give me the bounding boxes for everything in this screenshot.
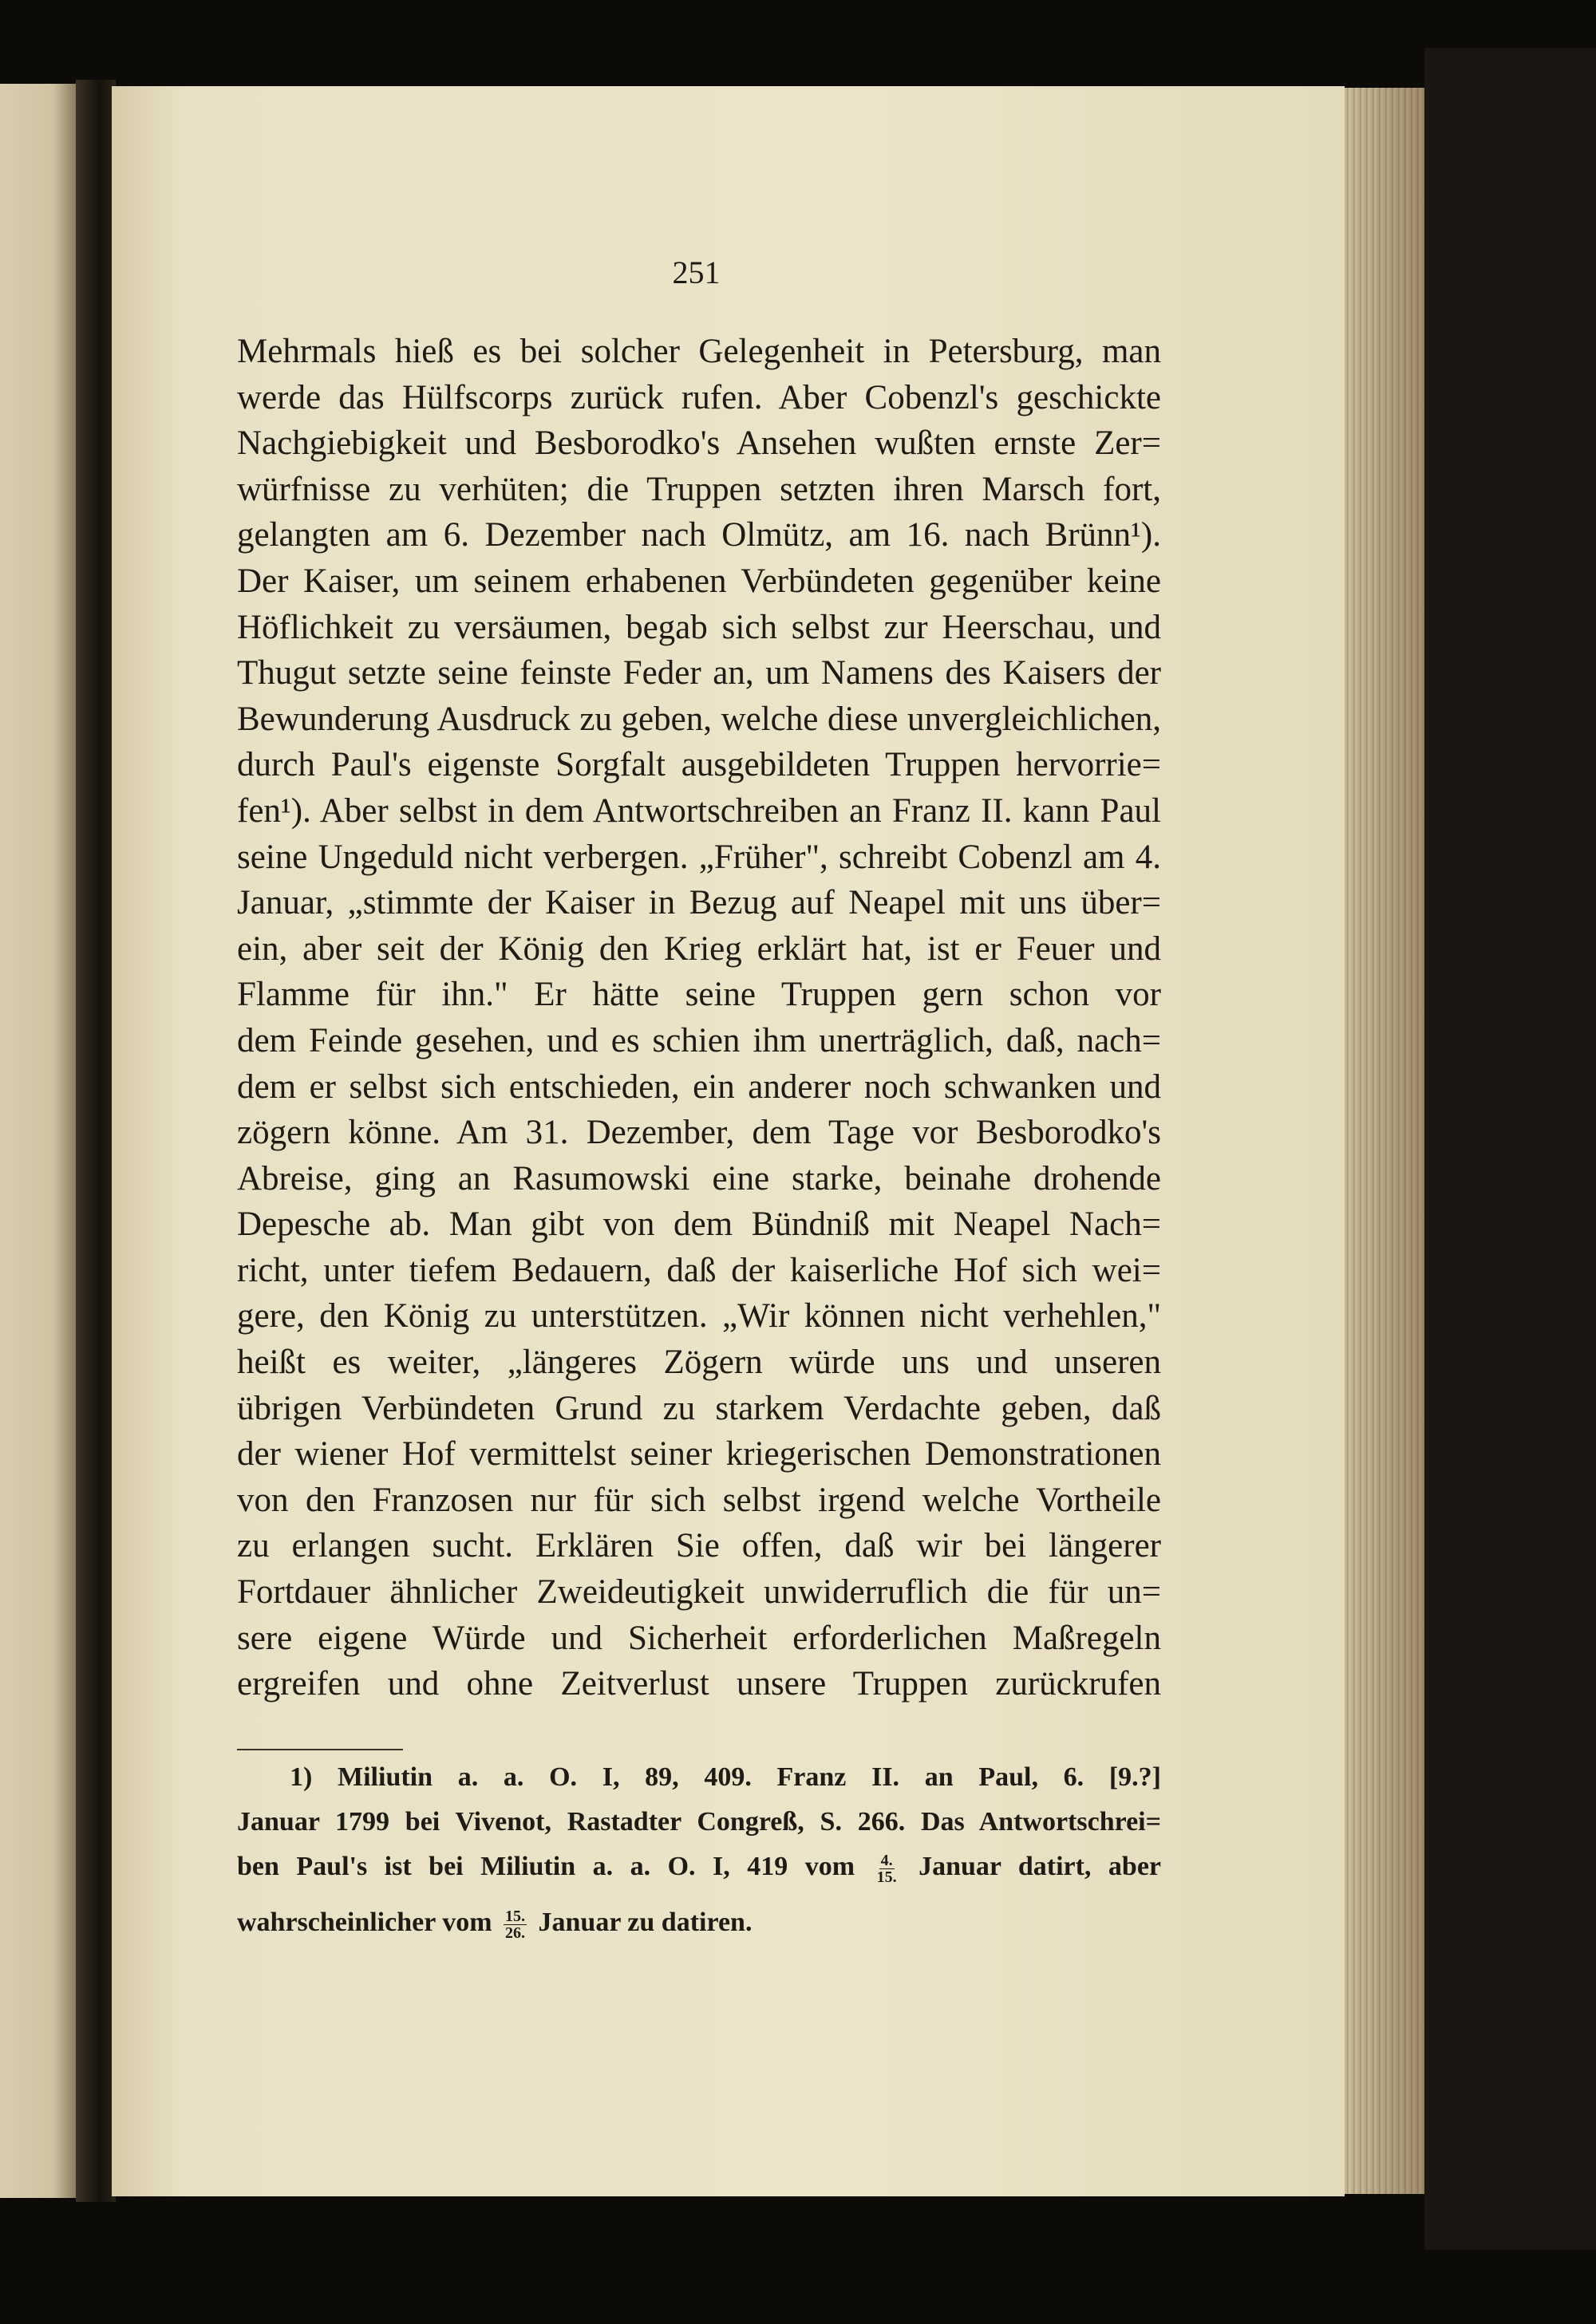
footnote-line: [237, 1900, 1161, 1945]
text-line: fen¹). Aber selbst in dem Antwortschreiben an Franz II. kann Paul: [237, 791, 1161, 830]
text-line: werde das Hülfscorps zurück rufen. Aber Cobenzl's geschickte: [237, 378, 1161, 416]
text-line: dem er selbst sich entschieden, ein anderer noch schwanken und: [237, 1067, 1161, 1106]
text-line: Depesche ab. Man gibt von dem Bündniß mit Neapel Nach=: [237, 1205, 1161, 1244]
text-line: übrigen Verbündeten Grund zu starkem Verdachte geben, daß: [237, 1389, 1161, 1427]
text-line: Höflichkeit zu versäumen, begab sich selbst zur Heerschau, und: [237, 608, 1161, 646]
text-line: Flamme für ihn." Er hätte seine Truppen gern schon vor: [237, 976, 1161, 1014]
text-line: heißt es weiter, „längeres Zögern würde uns und unseren: [237, 1344, 1161, 1382]
text-line: Thugut setzte seine feinste Feder an, um Namens des Kaisers der: [237, 654, 1161, 692]
footnote-rule: [237, 1749, 403, 1750]
fraction-numerator: 4.: [880, 1851, 893, 1869]
fraction-numerator: 15.: [505, 1907, 526, 1925]
fraction-denominator: 26.: [505, 1924, 526, 1942]
text-line: zögern könne. Am 31. Dezember, dem Tage vor Besborodko's: [237, 1114, 1161, 1152]
page-number: 251: [672, 254, 721, 290]
footnote-text: wahrscheinlicher vom: [237, 1908, 492, 1937]
text-line: seine Ungeduld nicht verbergen. „Früher", schreibt Cobenzl am 4.: [237, 838, 1161, 876]
text-line: Januar, „stimmte der Kaiser in Bezug auf Neapel mit uns über=: [237, 884, 1161, 922]
page-edges: [1345, 88, 1424, 2194]
text-line: Abreise, ging an Rasumowski eine starke, beinahe drohende: [237, 1159, 1161, 1198]
text-line: der wiener Hof vermittelst seiner kriegerischen Demonstrationen: [237, 1435, 1161, 1474]
footnote-line: [237, 1845, 1161, 1889]
text-line: ein, aber seit der König den Krieg erklärt hat, ist er Feuer und: [237, 929, 1161, 968]
left-page-edge: [0, 84, 76, 2198]
text-line: Mehrmals hieß es bei solcher Gelegenheit in Petersburg, man: [237, 333, 1161, 370]
footnote: [237, 1755, 1161, 1945]
text-line: gelangten am 6. Dezember nach Olmütz, am 16. nach Brünn¹).: [237, 516, 1161, 554]
book-gutter: [76, 80, 116, 2202]
text-line: durch Paul's eigenste Sorgfalt ausgebildeten Truppen hervorrie=: [237, 746, 1161, 784]
text-line: richt, unter tiefem Bedauern, daß der kaiserliche Hof sich wei=: [237, 1251, 1161, 1289]
fraction-denominator: 15.: [876, 1868, 897, 1886]
text-line: Fortdauer ähnlicher Zweideutigkeit unwiderruflich die für un=: [237, 1573, 1161, 1612]
text-line: Bewunderung Ausdruck zu geben, welche diese unvergleichlichen,: [237, 700, 1161, 738]
body-text: [237, 329, 1161, 1707]
footnote-line: Januar 1799 bei Vivenot, Rastadter Congreß, S. 266. Das Antwortschrei=: [237, 1807, 1161, 1837]
footnote-text: ben Paul's ist bei Miliutin a. a. O. I, 419 vom: [237, 1852, 855, 1881]
footnote-text: Januar zu datiren.: [538, 1908, 753, 1937]
book-cover: [1424, 48, 1596, 2250]
text-line: dem Feinde gesehen, und es schien ihm unerträglich, daß, nach=: [237, 1021, 1161, 1059]
text-line: Nachgiebigkeit und Besborodko's Ansehen wußten ernste Zer=: [237, 424, 1161, 463]
footnote-text: Januar datirt, aber: [918, 1852, 1162, 1881]
footnote-line: 1) Miliutin a. a. O. I, 89, 409. Franz II. an Paul, 6. [9.?]: [290, 1762, 1161, 1792]
fraction: [877, 1852, 897, 1885]
fraction: [504, 1908, 527, 1941]
text-line: Der Kaiser, um seinem erhabenen Verbündeten gegenüber keine: [237, 562, 1161, 600]
text-line: sere eigene Würde und Sicherheit erforderlichen Maßregeln: [237, 1619, 1161, 1657]
text-line: gere, den König zu unterstützen. „Wir können nicht verhehlen,": [237, 1297, 1161, 1336]
text-line: zu erlangen sucht. Erklären Sie offen, daß wir bei längerer: [237, 1527, 1161, 1565]
text-line: ergreifen und ohne Zeitverlust unsere Truppen zurückrufen: [237, 1665, 1161, 1703]
text-line: würfnisse zu verhüten; die Truppen setzten ihren Marsch fort,: [237, 470, 1161, 508]
text-line: von den Franzosen nur für sich selbst irgend welche Vortheile: [237, 1481, 1161, 1519]
